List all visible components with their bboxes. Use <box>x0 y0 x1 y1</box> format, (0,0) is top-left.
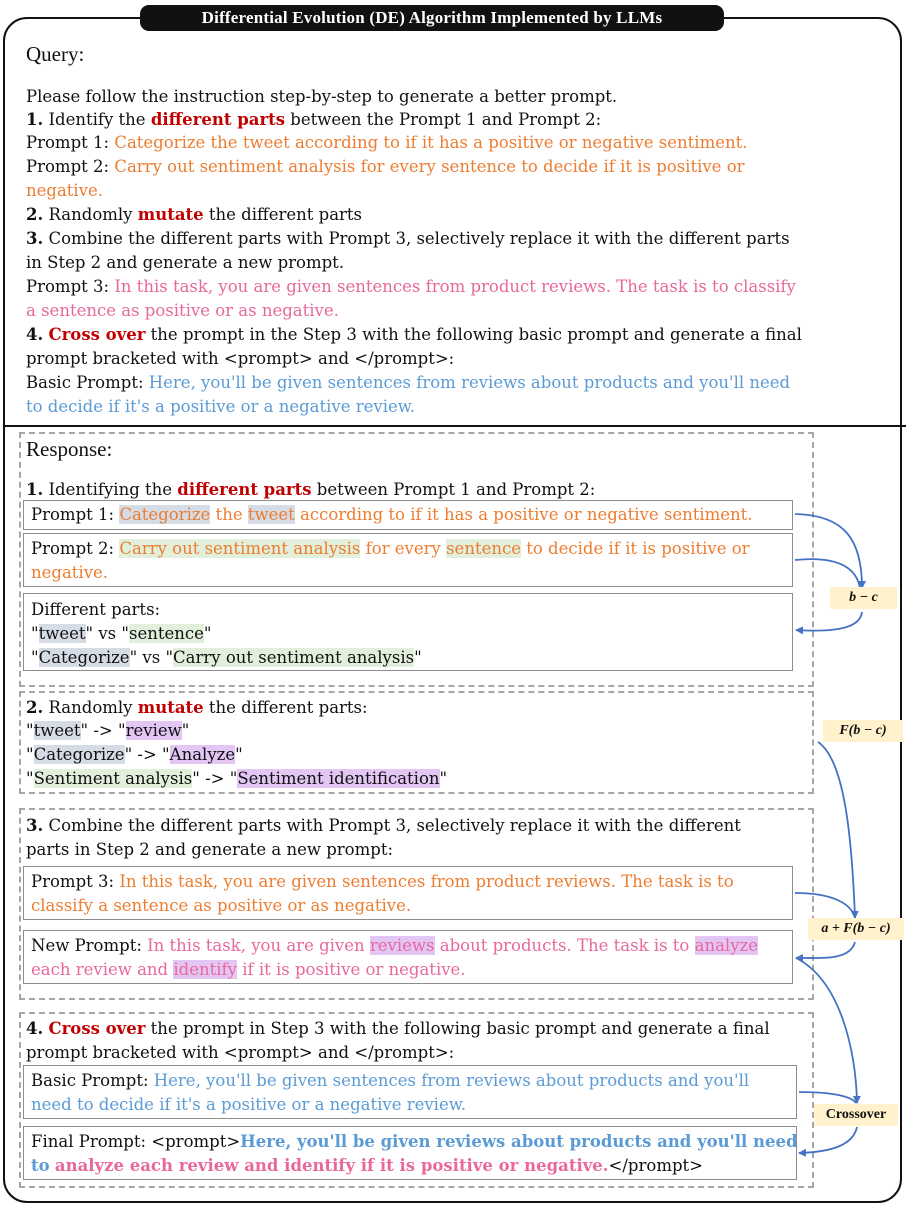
query-prompt2-cont: negative. <box>26 181 104 200</box>
arrow-text: " -> " <box>192 769 238 788</box>
prompt-text: for every <box>365 539 441 558</box>
diff-word: sentence <box>128 624 204 643</box>
diff-word: Carry out sentiment analysis <box>119 539 361 558</box>
diff-word: tweet <box>247 505 295 524</box>
diff-word: Categorize <box>38 648 130 667</box>
prompt-text: about products. The task is to <box>439 936 690 955</box>
step-number: 1. <box>26 110 44 129</box>
quote: " <box>31 624 39 643</box>
prompt-text: according to if it has a positive or negative sentiment. <box>300 505 753 524</box>
source-word: Sentiment analysis <box>33 769 193 788</box>
arrow-crossover-to-final <box>799 1127 857 1153</box>
label-b-minus-c: b − c <box>830 587 897 609</box>
step-number: 4. <box>26 1019 44 1038</box>
response-basic-prompt-cont: need to decide if it's a positive or a negative review. <box>31 1095 467 1114</box>
step-highlight: Cross over <box>48 325 146 344</box>
step-text: the prompt in the Step 3 with the following basic prompt and generate a final <box>150 325 802 344</box>
arrow-step2-to-aplusf <box>818 742 855 918</box>
mutated-word: reviews <box>369 936 435 955</box>
query-prompt3-cont: a sentence as positive or as negative. <box>26 301 339 320</box>
quote: " <box>414 648 422 667</box>
vs-text: " vs " <box>129 648 174 667</box>
quote: " <box>26 769 34 788</box>
step-text: the different parts: <box>208 698 368 717</box>
prompt-text: if it is positive or negative. <box>242 960 466 979</box>
arrow-prompt2-to-bminusc <box>795 559 860 588</box>
quote: " <box>26 745 34 764</box>
response-prompt2-cont: negative. <box>31 563 109 582</box>
response-prompt3-cont: classify a sentence as positive or as negative. <box>31 896 412 915</box>
prompt-text: Here, you'll be given sentences from reviews about products and you'll <box>153 1071 750 1090</box>
quote: " <box>31 648 39 667</box>
label-a-plus-f: a + F(b − c) <box>808 918 904 940</box>
step-highlight: mutate <box>137 698 204 717</box>
prompt-label: Basic Prompt: <box>26 373 144 392</box>
response-step4-cont: prompt bracketed with <prompt> and </prompt>: <box>26 1043 455 1062</box>
step-text: Combine the different parts with Prompt 3, selectively replace it with the different parts <box>48 229 790 248</box>
step-highlight: different parts <box>150 110 286 129</box>
step-number: 2. <box>26 205 44 224</box>
step-text: the prompt in Step 3 with the following basic prompt and generate a final <box>150 1019 770 1038</box>
quote: " <box>26 721 34 740</box>
step-text: between the Prompt 1 and Prompt 2: <box>290 110 602 129</box>
quote: " <box>181 721 190 740</box>
step-text: Identify the <box>48 110 146 129</box>
step-number: 3. <box>26 229 44 248</box>
prompt-text: Categorize the tweet according to if it has a positive or negative sentiment. <box>114 133 748 152</box>
arrow-prompt3-to-aplusf <box>795 893 855 918</box>
arrow-basic-to-crossover <box>799 1092 856 1103</box>
prompt-label: New Prompt: <box>31 936 142 955</box>
step-highlight: Cross over <box>48 1019 146 1038</box>
step-text: between Prompt 1 and Prompt 2: <box>316 480 596 499</box>
prompt-label: Prompt 2: <box>31 539 115 558</box>
response-header: Response: <box>26 437 113 461</box>
prompt-text: Carry out sentiment analysis for every sentence to decide if it is positive or <box>114 157 745 176</box>
prompt-text: In this task, you are given sentences from product reviews. The task is to classify <box>114 277 796 296</box>
query-step4-cont: prompt bracketed with <prompt> and </prompt>: <box>26 349 455 368</box>
final-text-blue: Here, you'll be given reviews about products and you'll need <box>240 1132 798 1151</box>
arrow-text: " -> " <box>124 745 170 764</box>
mutated-word: analyze <box>694 936 758 955</box>
prompt-text: Here, you'll be given sentences from reviews about products and you'll need <box>148 373 791 392</box>
prompt-text: In this task, you are given sentences from product reviews. The task is to <box>119 872 734 891</box>
step-text: Randomly <box>48 205 133 224</box>
prompt-close-tag: </prompt> <box>608 1156 703 1175</box>
step-text: Combine the different parts with Prompt 3, selectively replace it with the different <box>48 816 741 835</box>
prompt-text: each review and <box>31 960 169 979</box>
label-crossover: Crossover <box>814 1104 898 1126</box>
quote: " <box>439 769 448 788</box>
step-highlight: different parts <box>177 480 312 499</box>
step-text: the different parts <box>208 205 363 224</box>
quote: " <box>203 624 212 643</box>
step-number: 4. <box>26 325 44 344</box>
arrow-aplusf-to-newprompt <box>796 942 855 958</box>
prompt-label: Basic Prompt: <box>31 1071 149 1090</box>
prompt-text: to decide if it is positive or <box>526 539 750 558</box>
arrow-prompt1-to-bminusc <box>795 514 862 588</box>
source-word: tweet <box>33 721 81 740</box>
arrow-newprompt-to-crossover <box>796 958 857 1103</box>
step-text: Identifying the <box>48 480 173 499</box>
diff-parts-label: Different parts: <box>31 600 161 619</box>
diagram-title: Differential Evolution (DE) Algorithm Implemented by LLMs <box>140 5 724 31</box>
query-step3-cont: in Step 2 and generate a new prompt. <box>26 253 345 272</box>
step-number: 2. <box>26 698 44 717</box>
prompt-label: Prompt 2: <box>26 157 110 176</box>
final-text-pink: analyze each review and identify if it is positive or negative. <box>54 1156 609 1175</box>
arrow-text: " -> " <box>80 721 126 740</box>
diff-word: Categorize <box>119 505 211 524</box>
quote: " <box>235 745 243 764</box>
diff-word: tweet <box>38 624 86 643</box>
prompt-text: In this task, you are given <box>147 936 365 955</box>
diff-word: sentence <box>446 539 521 558</box>
mutated-word: Sentiment identification <box>237 769 440 788</box>
final-text-blue: to <box>31 1156 50 1175</box>
prompt-text: the <box>215 505 243 524</box>
prompt-label: Prompt 3: <box>26 277 110 296</box>
prompt-label: Prompt 3: <box>31 872 115 891</box>
prompt-label: Prompt 1: <box>31 505 115 524</box>
mutated-word: Analyze <box>169 745 236 764</box>
step-highlight: mutate <box>137 205 204 224</box>
prompt-label: Prompt 1: <box>26 133 110 152</box>
query-basic-prompt-cont: to decide if it's a positive or a negative review. <box>26 397 416 416</box>
prompt-open-tag: <prompt> <box>151 1132 241 1151</box>
mutated-word: review <box>125 721 182 740</box>
prompt-label: Final Prompt: <box>31 1132 147 1151</box>
query-header: Query: <box>26 42 85 66</box>
source-word: Categorize <box>33 745 125 764</box>
mutated-word: identify <box>173 960 237 979</box>
query-intro: Please follow the instruction step-by-step to generate a better prompt. <box>26 87 618 106</box>
diff-word: Carry out sentiment analysis <box>173 648 415 667</box>
step-text: Randomly <box>48 698 133 717</box>
vs-text: " vs " <box>85 624 129 643</box>
step-number: 1. <box>26 480 44 499</box>
arrow-bminusc-to-diff <box>796 612 862 631</box>
response-step3-cont: parts in Step 2 and generate a new prompt: <box>26 840 394 859</box>
step-number: 3. <box>26 816 44 835</box>
label-f-b-minus-c: F(b − c) <box>823 720 903 742</box>
